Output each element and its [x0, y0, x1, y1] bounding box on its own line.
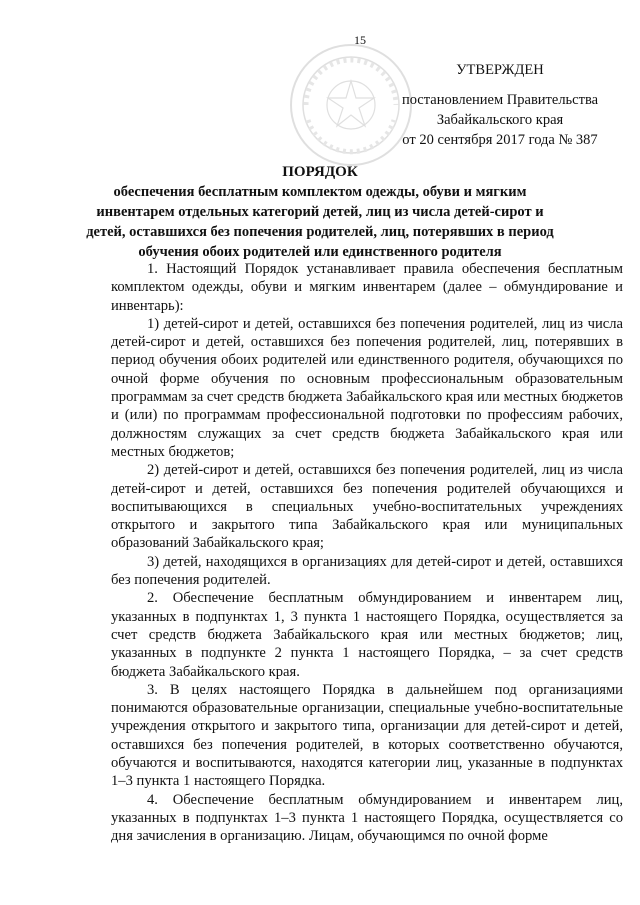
title-main: ПОРЯДОК [282, 164, 358, 180]
title-line: детей, оставшихся без попечения родителей, лиц, потерявших в период [86, 224, 554, 240]
paragraph: 2) детей-сирот и детей, оставшихся без попечения родителей, лиц из числа детей-сирот и детей, оставшихся без попечения родителей обучающихся и воспитывающихся в специальных учебно-воспитательных учреждениях открытого и закрытого типа Забайкальского края или муниципальных образований Забайкальского края; [111, 462, 623, 552]
paragraph: 2. Обеспечение бесплатным обмундированием и инвентарем лиц, указанных в подпунктах 1, 3 пункта 1 настоящего Порядка, осуществляется за счет средств бюджета Забайкальского края или местных бюджетов; лиц, указанных в подпункте 2 пункта 1 настоящего Порядка, – за счет средств бюджета Забайкальского края. [111, 590, 623, 680]
approval-heading: УТВЕРЖДЕН [456, 62, 544, 78]
title-line: обучения обоих родителей или единственного родителя [138, 244, 502, 260]
page-number: 15 [354, 33, 366, 47]
approval-block [380, 60, 620, 150]
approval-line: постановлением Правительства [401, 92, 599, 108]
approval-line: от 20 сентября 2017 года № 387 [402, 132, 598, 148]
title-line: инвентарем отдельных категорий детей, лиц из числа детей-сирот и [96, 204, 544, 220]
paragraph: 3) детей, находящихся в организациях для детей-сирот и детей, оставшихся без попечения родителей. [111, 553, 623, 589]
paragraph: 4. Обеспечение бесплатным обмундированием и инвентарем лиц, указанных в подпунктах 1–3 пункта 1 настоящего Порядка, осуществляется со дня зачисления в организацию. Лицам, обучающимся по очной форме [111, 791, 623, 845]
paragraph: 1. Настоящий Порядок устанавливает правила обеспечения бесплатным комплектом одежды, обуви и мягким инвентарем (далее – обмундирование и инвентарь): [111, 261, 623, 314]
document-title [60, 162, 580, 262]
title-line: обеспечения бесплатным комплектом одежды, обуви и мягким [113, 184, 527, 200]
document-body [111, 260, 623, 846]
paragraph: 3. В целях настоящего Порядка в дальнейшем под организациями понимаются образовательные организации, специальные учебно-воспитательные учреждения открытого и закрытого типа, организации для детей-сирот и детей, оставшихся без попечения родителей, в которых соответственно обучаются, обучаются и воспитываются, находятся категории лиц, указанные в подпунктах 1–3 пункта 1 настоящего Порядка. [111, 681, 623, 790]
approval-line: Забайкальского края [436, 112, 564, 128]
paragraph: 1) детей-сирот и детей, оставшихся без попечения родителей, лиц из числа детей-сирот и детей, оставшихся без попечения родителей, лиц, потерявших в период обучения обоих родителей или единственного родителя, обучающихся по очной форме обучения по основным профессиональным образовательным программам за счет средств бюджета Забайкальского края или местных бюджетов и (или) по программам профессиональной подготовки по профессиям рабочих, должностям служащих за счет средств бюджета Забайкальского края или местных бюджетов; [111, 315, 623, 460]
